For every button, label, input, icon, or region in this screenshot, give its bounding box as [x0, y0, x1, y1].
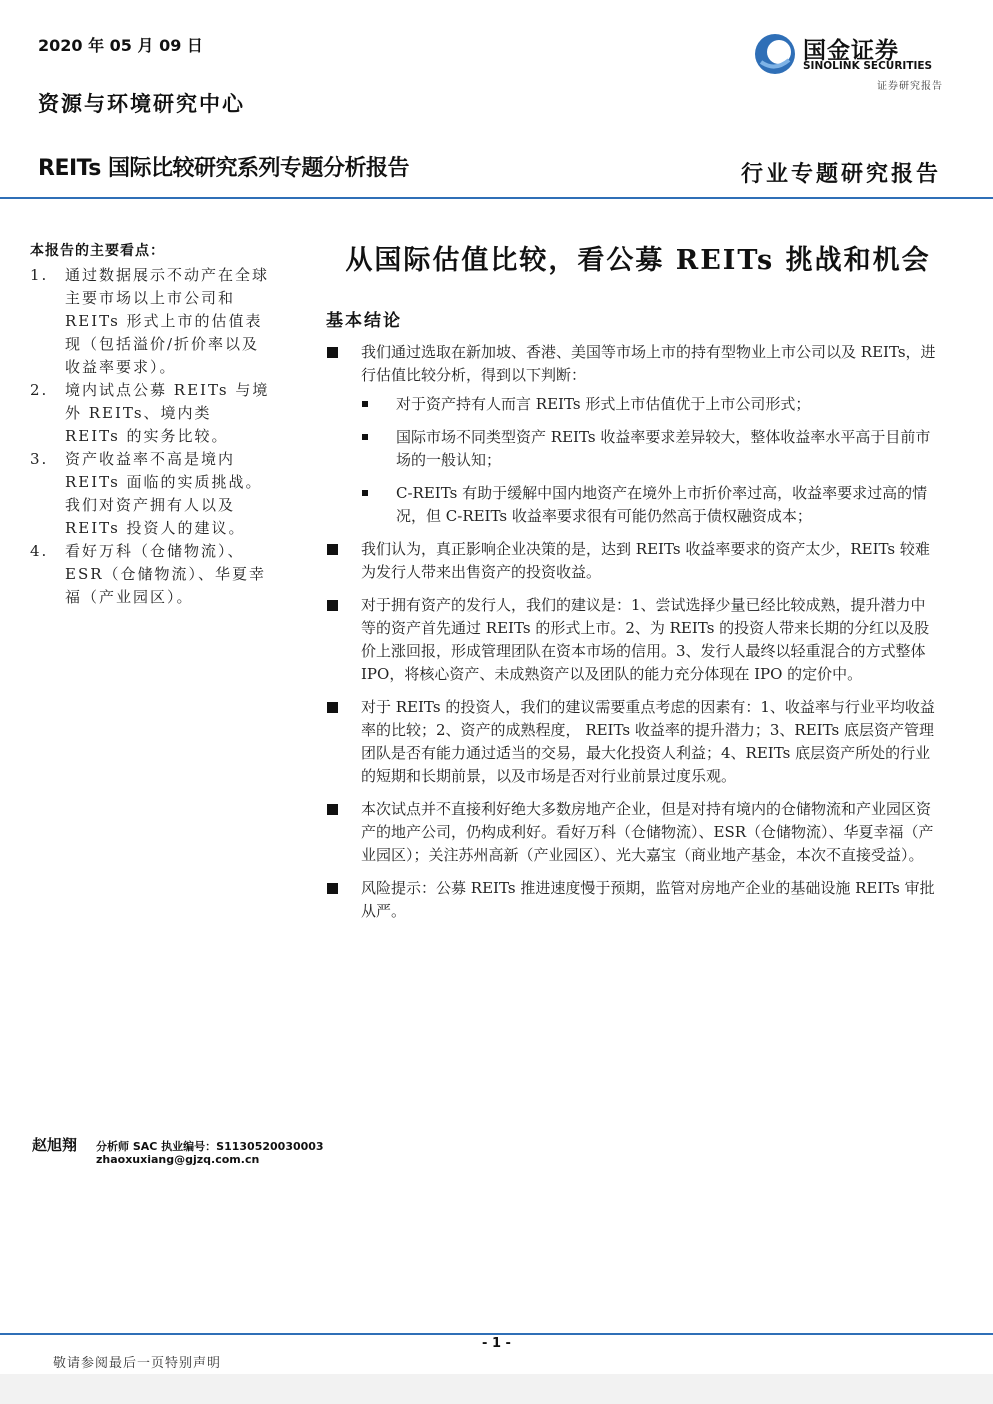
sidebar-item-text: 境内试点公募 REITs 与境外 REITs、境内类 REITs 的实务比较。	[65, 381, 270, 445]
sidebar-item-text: 资产收益率不高是境内 REITs 面临的实质挑战。我们对资产拥有人以及 REITs 投资人的建议。	[65, 450, 263, 537]
section-title: 基本结论	[326, 311, 402, 331]
analyst-name: 赵旭翔	[32, 1136, 78, 1154]
conclusion-item	[326, 341, 940, 528]
analyst-email: zhaoxuxiang@gjzq.com.cn	[96, 1153, 260, 1166]
small-square-bullet-icon	[362, 401, 368, 407]
company-logo	[753, 30, 943, 94]
conclusion-list	[326, 341, 940, 933]
sidebar-title: 本报告的主要看点：	[30, 243, 165, 259]
sidebar-highlights	[30, 240, 270, 609]
sub-conclusion-item	[361, 482, 940, 528]
square-bullet-icon	[327, 883, 338, 894]
report-type: 行业专题研究报告	[740, 161, 941, 187]
main-title: 从国际估值比较，看公募 REITs 挑战和机会	[345, 245, 931, 276]
square-bullet-icon	[327, 600, 338, 611]
square-bullet-icon	[327, 544, 338, 555]
logo-en-text: SINOLINK SECURITIES	[803, 60, 933, 72]
sub-conclusion-list	[361, 393, 940, 528]
sidebar-item	[30, 379, 270, 448]
conclusion-item	[326, 877, 940, 923]
sidebar-item	[30, 448, 270, 540]
sidebar-item-text: 通过数据展示不动产在全球主要市场以上市公司和 REITs 形式上市的估值表现（包括溢价/折价率以及收益率要求）。	[65, 266, 270, 376]
series-title: REITs 国际比较研究系列专题分析报告	[38, 156, 409, 181]
conclusion-item	[326, 538, 940, 584]
sidebar-item-number: 3.	[30, 450, 49, 468]
sidebar-item-text: 看好万科（仓储物流）、ESR（仓储物流）、华夏幸福（产业园区）。	[65, 542, 267, 606]
report-date: 2020 年 05 月 09 日	[38, 36, 203, 55]
sub-conclusion-text: C-REITs 有助于缓解中国内地资产在境外上市折价率过高，收益率要求过高的情况，但 C-REITs 收益率要求很有可能仍然高于债权融资成本；	[396, 484, 928, 525]
analyst-cert: 分析师 SAC 执业编号：S1130520030003	[96, 1140, 324, 1153]
conclusion-text: 我们认为，真正影响企业决策的是，达到 REITs 收益率要求的资产太少，REITs 较难为发行人带来出售资产的投资收益。	[361, 540, 930, 581]
bottom-band	[0, 1374, 993, 1404]
square-bullet-icon	[327, 702, 338, 713]
conclusion-text: 对于 REITs 的投资人，我们的建议需要重点考虑的因素有：1、收益率与行业平均收益率的比较；2、资产的成熟程度， REITs 收益率的提升潜力；3、REITs 底层资产管理团队是否有能力通过适当的交易，最大化投资人利益；4、REITs 底层资产所处的行业的短期和长期前景，以及市场是否对行业前景过度乐观。	[361, 698, 935, 785]
sidebar-item-number: 2.	[30, 381, 49, 399]
page-number: - 1 -	[482, 1336, 511, 1351]
sidebar-item	[30, 264, 270, 379]
sub-conclusion-text: 国际市场不同类型资产 REITs 收益率要求差异较大，整体收益率水平高于目前市场的一般认知；	[396, 428, 931, 469]
sub-conclusion-item	[361, 393, 940, 416]
conclusion-text: 本次试点并不直接利好绝大多数房地产企业，但是对持有境内的仓储物流和产业园区资产的地产公司，仍构成利好。看好万科（仓储物流）、ESR（仓储物流）、华夏幸福（产业园区）；关注苏州高新（产业园区）、光大嘉宝（商业地产基金，本次不直接受益）。	[361, 800, 934, 864]
conclusion-item	[326, 594, 940, 686]
research-center: 资源与环境研究中心	[38, 91, 245, 116]
sidebar-item	[30, 540, 270, 609]
conclusion-item	[326, 798, 940, 867]
conclusion-text: 风险提示：公募 REITs 推进速度慢于预期，监管对房地产企业的基础设施 REITs 审批从严。	[361, 879, 935, 920]
logo-cn-text: 国金证券	[803, 38, 899, 64]
logo-subtitle: 证券研究报告	[877, 81, 943, 92]
sinolink-logo-icon	[753, 32, 797, 76]
sub-conclusion-text: 对于资产持有人而言 REITs 形式上市估值优于上市公司形式；	[396, 395, 811, 413]
square-bullet-icon	[327, 347, 338, 358]
sidebar-item-number: 1.	[30, 266, 49, 284]
conclusion-text: 我们通过选取在新加坡、香港、美国等市场上市的持有型物业上市公司以及 REITs，进行估值比较分析，得到以下判断：	[361, 343, 936, 384]
disclaimer: 敬请参阅最后一页特别声明	[53, 1356, 222, 1371]
small-square-bullet-icon	[362, 434, 368, 440]
header-divider	[0, 197, 993, 199]
sub-conclusion-item	[361, 426, 940, 472]
square-bullet-icon	[327, 804, 338, 815]
conclusion-text: 对于拥有资产的发行人，我们的建议是：1、尝试选择少量已经比较成熟，提升潜力中等的资产首先通过 REITs 的形式上市。2、为 REITs 的投资人带来长期的分红以及股价上涨回报，形成管理团队在资本市场的信用。3、发行人最终以轻重混合的方式整体 IPO，将核心资产、未成熟资产以及团队的能力充分体现在 IPO 的定价中。	[361, 596, 930, 683]
sidebar-list	[30, 264, 270, 609]
footer-divider	[0, 1333, 993, 1335]
conclusion-item	[326, 696, 940, 788]
small-square-bullet-icon	[362, 490, 368, 496]
sidebar-item-number: 4.	[30, 542, 49, 560]
